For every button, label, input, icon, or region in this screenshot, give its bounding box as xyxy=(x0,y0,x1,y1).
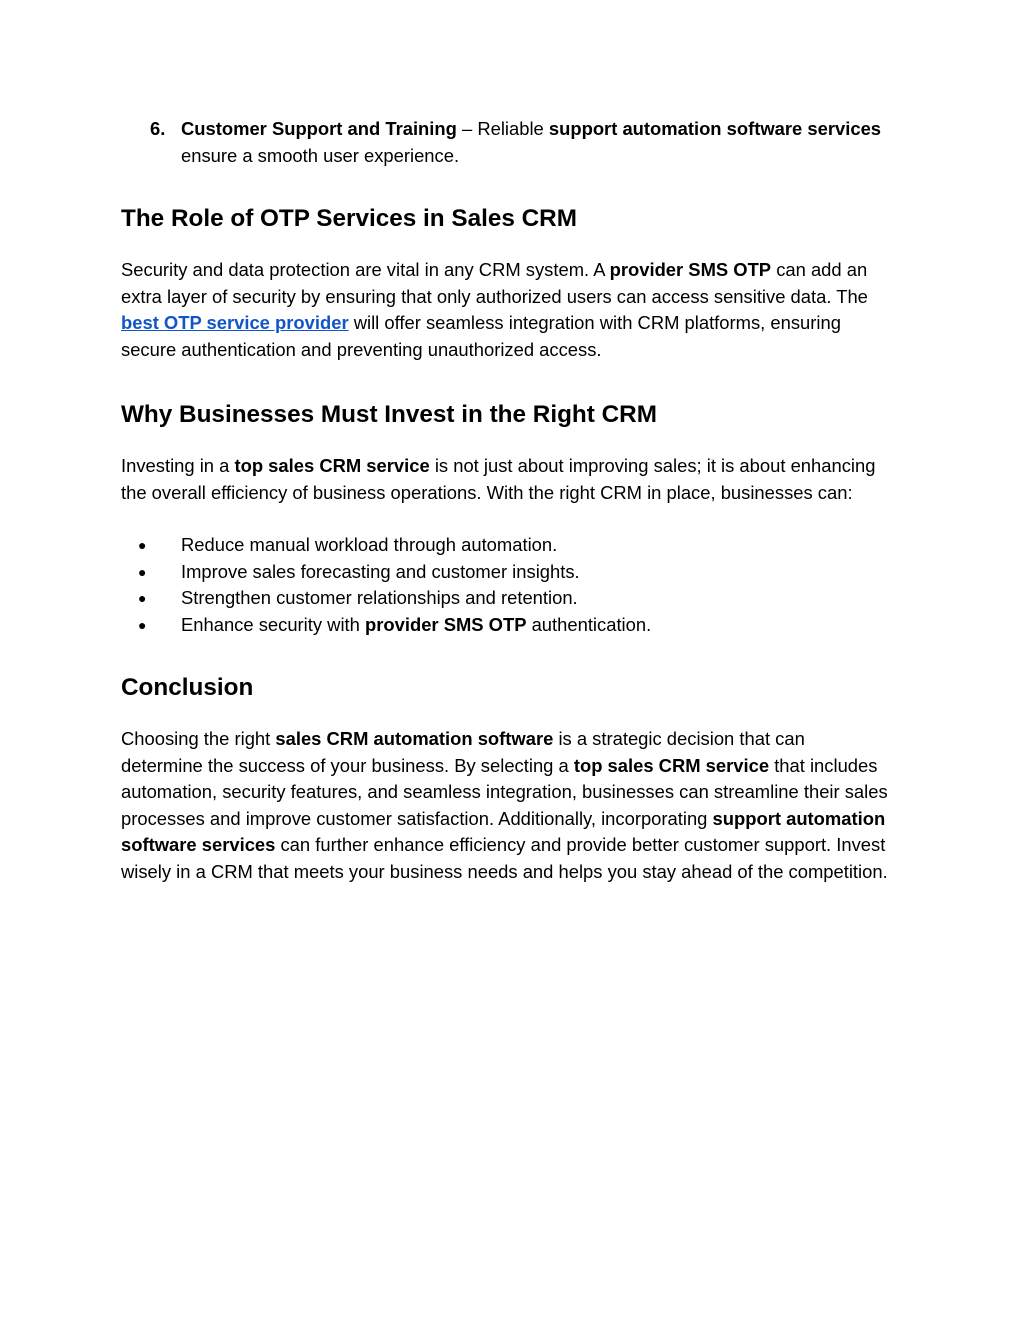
text-run: is a strategic decision that can determine the success of your business. By selecting a xyxy=(121,728,805,776)
list-item-text: Reduce manual workload through automation. xyxy=(181,534,558,555)
bold-run: provider SMS OTP xyxy=(365,613,527,635)
list-item-text-part: – Reliable xyxy=(456,118,549,139)
heading-conclusion: Conclusion xyxy=(121,674,254,701)
bold-run: support automation software services xyxy=(121,807,886,855)
bold-run: top sales CRM service xyxy=(234,455,430,476)
list-item xyxy=(121,532,888,559)
text-run: is not just about improving sales; it is about enhancing the overall efficiency of business operations. With the right CRM in place, businesses can: xyxy=(121,455,876,503)
text-run: can add an extra layer of security by ensuring that only authorized users can access sensitive data. The xyxy=(121,259,868,307)
list-item xyxy=(121,612,888,639)
text-run: authentication. xyxy=(526,613,652,635)
text-run: Investing in a xyxy=(121,455,235,476)
paragraph-otp xyxy=(121,257,888,363)
list-item-text xyxy=(181,116,888,169)
list-item-text: Strengthen customer relationships and retention. xyxy=(181,587,578,608)
list-item xyxy=(121,585,888,612)
text-run: Choosing the right xyxy=(121,728,276,749)
list-item-6 xyxy=(121,116,888,169)
heading-invest: Why Businesses Must Invest in the Right CRM xyxy=(121,401,657,428)
text-run: Enhance security with xyxy=(181,613,365,635)
list-item-text: Improve sales forecasting and customer insights. xyxy=(181,560,580,582)
bold-run: top sales CRM service xyxy=(573,754,770,776)
list-item-bold: support automation software services xyxy=(548,118,882,139)
list-item-text xyxy=(181,612,651,639)
paragraph-invest xyxy=(121,453,888,506)
list-item-text-part: ensure a smooth user experience. xyxy=(181,144,460,166)
best-otp-service-provider-link[interactable]: best OTP service provider xyxy=(121,312,349,333)
bold-run: sales CRM automation software xyxy=(275,728,554,749)
text-run: Security and data protection are vital in any CRM system. A xyxy=(121,259,610,280)
bullet-icon: ● xyxy=(138,616,147,633)
list-number: 6. xyxy=(150,118,166,139)
bullet-icon: ● xyxy=(138,590,147,606)
text-run: can further enhance efficiency and provide better customer support. Invest wisely in a CRM that meets your business needs and helps you stay ahead of the competition. xyxy=(121,834,888,882)
bold-run: provider SMS OTP xyxy=(609,259,772,280)
bullet-list xyxy=(121,532,888,638)
bullet-icon: ● xyxy=(138,537,147,553)
list-item xyxy=(121,559,888,586)
text-run: that includes automation, security features, and seamless integration, businesses can streamline their sales processes and improve customer satisfaction. Additionally, incorporating xyxy=(121,754,888,829)
heading-otp: The Role of OTP Services in Sales CRM xyxy=(121,205,577,232)
bullet-icon: ● xyxy=(138,563,147,580)
text-run: will offer seamless integration with CRM platforms, ensuring secure authentication and preventing unauthorized access. xyxy=(121,312,841,360)
list-item-title: Customer Support and Training xyxy=(181,118,457,139)
paragraph-conclusion xyxy=(121,726,888,885)
